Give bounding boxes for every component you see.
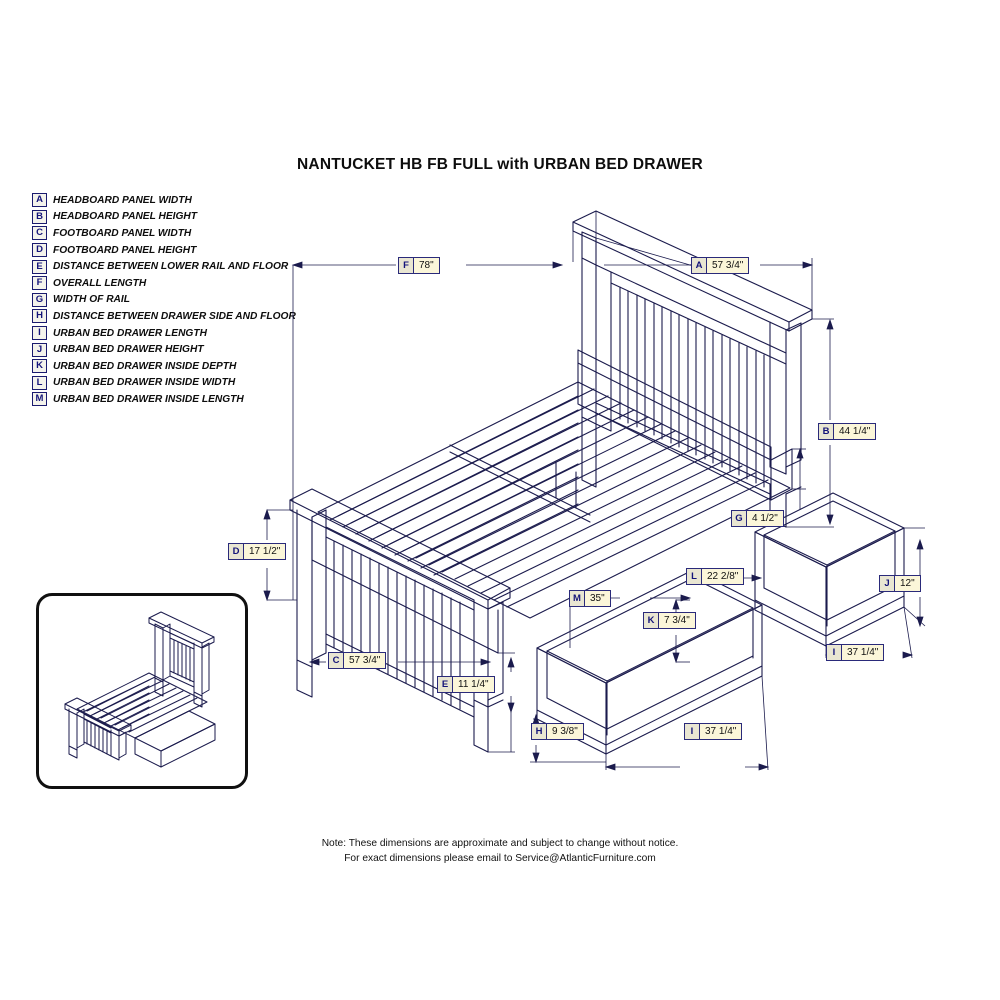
legend-label: DISTANCE BETWEEN DRAWER SIDE AND FLOOR <box>53 310 296 322</box>
legend-key: D <box>32 243 47 257</box>
callout-value: 22 2/8" <box>707 571 739 582</box>
legend-key: M <box>32 392 47 406</box>
inset-bed-drawing <box>39 596 245 786</box>
callout-m <box>569 590 611 607</box>
callout-key: M <box>570 591 585 606</box>
callout-c <box>328 652 386 669</box>
legend-key: C <box>32 226 47 240</box>
callout-value: 9 3/8" <box>552 726 578 737</box>
legend-key: I <box>32 326 47 340</box>
legend-label: HEADBOARD PANEL HEIGHT <box>53 211 197 223</box>
callout-h <box>531 723 584 740</box>
legend-label: OVERALL LENGTH <box>53 277 147 289</box>
callout-value: 35" <box>590 593 605 604</box>
callout-key: G <box>732 511 747 526</box>
callout-key: I <box>685 724 700 739</box>
callout-key: L <box>687 569 702 584</box>
note-line-2: For exact dimensions please email to Service@AtlanticFurniture.com <box>344 853 656 864</box>
callout-key: F <box>399 258 414 273</box>
callout-e <box>437 676 495 693</box>
callout-value: 37 1/4" <box>705 726 737 737</box>
legend-label: DISTANCE BETWEEN LOWER RAIL AND FLOOR <box>53 261 289 273</box>
side-rail-far <box>578 350 792 500</box>
legend-label: URBAN BED DRAWER HEIGHT <box>53 344 204 356</box>
callout-key: E <box>438 677 453 692</box>
callout-value: 57 3/4" <box>712 260 744 271</box>
legend-key: L <box>32 376 47 390</box>
callout-key: B <box>819 424 834 439</box>
callout-value: 12" <box>900 578 915 589</box>
callout-value: 44 1/4" <box>839 426 871 437</box>
callout-value: 78" <box>419 260 434 271</box>
legend-key: E <box>32 260 47 274</box>
callout-key: D <box>229 544 244 559</box>
callout-d <box>228 543 286 560</box>
legend-label: WIDTH OF RAIL <box>53 294 130 306</box>
callout-value: 11 1/4" <box>458 679 489 690</box>
callout-value: 4 1/2" <box>752 513 778 524</box>
legend-key: H <box>32 309 47 323</box>
callout-key: I <box>827 645 842 660</box>
callout-i-right <box>826 644 884 661</box>
callout-key: J <box>880 576 895 591</box>
callout-value: 7 3/4" <box>664 615 690 626</box>
legend-key: G <box>32 293 47 307</box>
disclaimer-note <box>0 836 1000 866</box>
callout-l <box>686 568 744 585</box>
callout-key: C <box>329 653 344 668</box>
legend-label: URBAN BED DRAWER INSIDE DEPTH <box>53 360 237 372</box>
note-line-1: Note: These dimensions are approximate and subject to change without notice. <box>321 838 679 849</box>
legend-key: K <box>32 359 47 373</box>
callout-g <box>731 510 784 527</box>
legend-key: F <box>32 276 47 290</box>
legend-label: HEADBOARD PANEL WIDTH <box>53 194 192 206</box>
callout-b <box>818 423 876 440</box>
legend-label: URBAN BED DRAWER LENGTH <box>53 327 207 339</box>
inset-thumbnail <box>36 593 248 789</box>
callout-value: 37 1/4" <box>847 647 879 658</box>
legend-label: FOOTBOARD PANEL HEIGHT <box>53 244 197 256</box>
legend-key: J <box>32 343 47 357</box>
legend-label: FOOTBOARD PANEL WIDTH <box>53 227 192 239</box>
callout-key: H <box>532 724 547 739</box>
legend-key: A <box>32 193 47 207</box>
callout-value: 57 3/4" <box>349 655 381 666</box>
page-title: NANTUCKET HB FB FULL with URBAN BED DRAWER <box>297 156 703 173</box>
callout-k <box>643 612 696 629</box>
callout-j <box>879 575 921 592</box>
callout-key: K <box>644 613 659 628</box>
legend-label: URBAN BED DRAWER INSIDE LENGTH <box>53 393 244 405</box>
legend-key: B <box>32 210 47 224</box>
callout-i-bottom <box>684 723 742 740</box>
callout-value: 17 1/2" <box>249 546 281 557</box>
callout-key: A <box>692 258 707 273</box>
legend-label: URBAN BED DRAWER INSIDE WIDTH <box>53 377 236 389</box>
callout-a <box>691 257 749 274</box>
callout-f <box>398 257 440 274</box>
